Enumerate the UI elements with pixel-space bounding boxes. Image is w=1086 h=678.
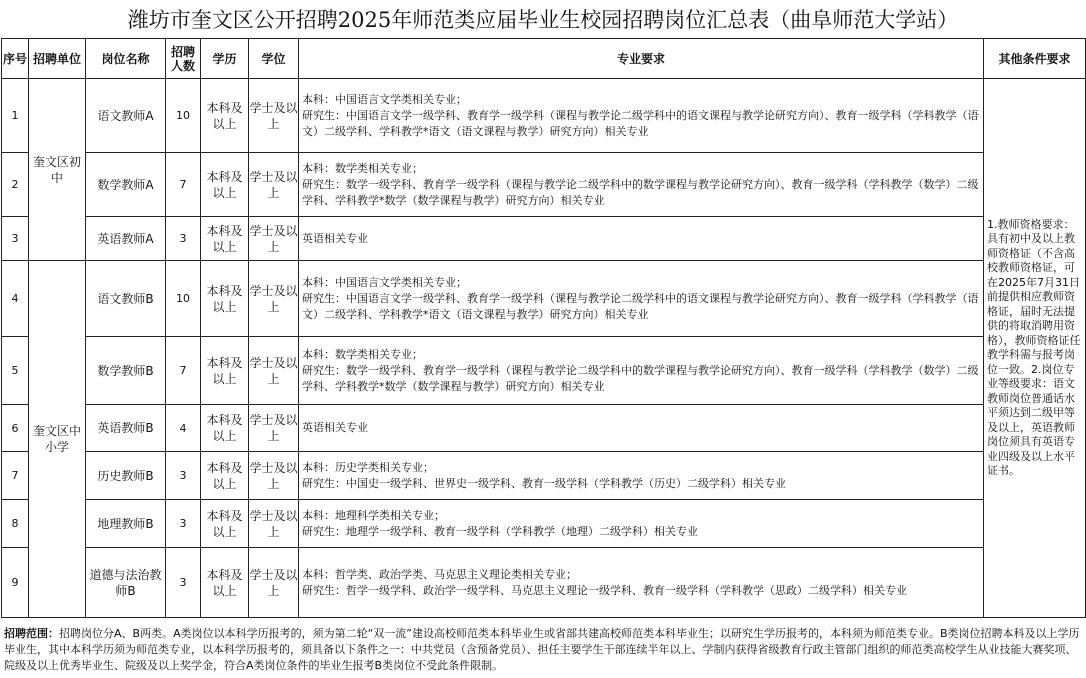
position-cell: 英语教师B [86,405,166,452]
count-cell: 3 [166,217,201,261]
major-cell [299,452,984,500]
position-cell: 英语教师A [86,217,166,261]
major-line: 研究生：中国语言文学一级学科、教育学一级学科（课程与教学论二级学科中的语文课程与教学论研究方向）、教育一级学科（学科教学（语文）二级学科、学科教学*语文（语文课程与教学）研究方向）相关专业 [302,291,979,321]
count-cell: 7 [166,153,201,217]
position-cell: 历史教师B [86,452,166,500]
table-row [2,405,1086,452]
count-cell: 10 [166,79,201,153]
unit-cell: 奎文区中小学 [29,261,86,618]
table-row [2,79,1086,153]
table-row [2,217,1086,261]
header-position: 岗位名称 [86,39,166,79]
header-other: 其他条件要求 [984,39,1086,79]
major-line: 研究生：中国史一级学科、世界史一级学科、教育一级学科（学科教学（历史）二级学科）相关专业 [302,476,786,490]
major-line: 英语相关专业 [302,231,368,245]
table-row [2,452,1086,500]
degree-cell: 学士及以上 [249,548,299,618]
major-cell [299,217,984,261]
major-line: 研究生：数学一级学科、教育学一级学科（课程与教学论二级学科中的数学课程与教学论研究方向）、教育一级学科（学科教学（数学）二级学科、学科教学*数学（数学课程与教学）研究方向）相关专业 [302,177,979,207]
major-line: 本科：数学类相关专业； [302,161,423,175]
major-line: 研究生：哲学一级学科、政治学一级学科、马克思主义理论一级学科、教育一级学科（学科教学（思政）二级学科）相关专业 [302,583,907,597]
major-line: 本科：地理科学类相关专业； [302,508,445,522]
table-row [2,337,1086,405]
page-title: 潍坊市奎文区公开招聘2025年师范类应届毕业生校园招聘岗位汇总表（曲阜师范大学站） [127,8,959,32]
count-cell: 3 [166,452,201,500]
table-row [2,548,1086,618]
row-no: 6 [2,405,29,452]
major-line: 研究生：数学一级学科、教育学一级学科（课程与教学论二级学科中的数学课程与教学论研究方向）、教育一级学科（学科教学（数学）二级学科、学科教学*数学（数学课程与教学）研究方向）相关专业 [302,363,979,393]
row-no: 3 [2,217,29,261]
recruitment-scope-note [4,626,1082,674]
note-text: 招聘岗位分A、B两类。A类岗位以本科学历报考的，须为第二轮“双一流”建设高校师范类本科毕业生或省部共建高校师范类本科毕业生；以研究生学历报考的，本科须为师范类专业。B类岗位招聘本科及以上学历毕业生，其中本科学历须为师范类专业，以本科学历报考的，须具备以下条件之一：中共党员（含预备党员）、担任主要学生干部连续半年以上、学制内获得省级教育行政主管部门组织的师范类高校学生从业技能大赛奖项、院级及以上优秀毕业生、院级及以上奖学金，符合A类岗位条件的毕业生报考B类岗位不受此条件限制。 [4,627,1080,672]
degree-cell: 学士及以上 [249,337,299,405]
degree-cell: 学士及以上 [249,79,299,153]
major-cell [299,153,984,217]
row-no: 7 [2,452,29,500]
major-cell [299,548,984,618]
count-cell: 7 [166,337,201,405]
major-cell [299,261,984,337]
positions-table [1,38,1086,618]
row-no: 4 [2,261,29,337]
major-line: 本科：数学类相关专业； [302,347,423,361]
degree-cell: 学士及以上 [249,452,299,500]
major-cell [299,337,984,405]
position-cell: 语文教师A [86,79,166,153]
position-cell: 语文教师B [86,261,166,337]
row-no: 8 [2,500,29,548]
degree-cell: 学士及以上 [249,261,299,337]
major-line: 本科：中国语言文学类相关专业； [302,275,467,289]
header-row [2,39,1086,79]
table-row [2,500,1086,548]
header-degree: 学位 [249,39,299,79]
position-cell: 数学教师B [86,337,166,405]
edu-cell: 本科及以上 [201,452,249,500]
header-no: 序号 [2,39,29,79]
position-cell: 数学教师A [86,153,166,217]
row-no: 5 [2,337,29,405]
major-line: 研究生：中国语言文学一级学科、教育学一级学科（课程与教学论二级学科中的语文课程与教学论研究方向）、教育一级学科（学科教学（语文）二级学科、学科教学*语文（语文课程与教学）研究方向）相关专业 [302,108,979,138]
edu-cell: 本科及以上 [201,217,249,261]
position-cell: 地理教师B [86,500,166,548]
note-label: 招聘范围： [4,627,59,640]
edu-cell: 本科及以上 [201,261,249,337]
count-cell: 3 [166,548,201,618]
major-line: 英语相关专业 [302,421,368,434]
table-row [2,153,1086,217]
major-line: 本科：历史学类相关专业； [302,460,434,474]
count-cell: 10 [166,261,201,337]
degree-cell: 学士及以上 [249,217,299,261]
major-cell [299,500,984,548]
row-no: 2 [2,153,29,217]
major-line: 本科：中国语言文学类相关专业； [302,92,467,106]
position-cell: 道德与法治教师B [86,548,166,618]
count-cell: 3 [166,500,201,548]
edu-cell: 本科及以上 [201,337,249,405]
major-line: 研究生：地理学一级学科、教育一级学科（学科教学（地理）二级学科）相关专业 [302,524,698,538]
major-cell [299,79,984,153]
row-no: 1 [2,79,29,153]
other-requirements-cell: 1.教师资格要求：具有初中及以上教师资格证（不含高校教师资格证，可在2025年7月31日前提供相应教师资格证，届时无法提供的将取消聘用资格），教师资格证任教学科需与报考岗位一致。2.岗位专业等级要求：语文教师岗位普通话水平须达到二级甲等及以上，英语教师岗位须具有英语专业四级及以上水平证书。 [984,79,1086,618]
edu-cell: 本科及以上 [201,405,249,452]
header-unit: 招聘单位 [29,39,86,79]
degree-cell: 学士及以上 [249,153,299,217]
header-edu: 学历 [201,39,249,79]
edu-cell: 本科及以上 [201,79,249,153]
edu-cell: 本科及以上 [201,153,249,217]
edu-cell: 本科及以上 [201,500,249,548]
row-no: 9 [2,548,29,618]
count-cell: 4 [166,405,201,452]
table-row [2,261,1086,337]
header-major: 专业要求 [299,39,984,79]
header-count: 招聘人数 [166,39,201,79]
unit-cell: 奎文区初中 [29,79,86,261]
major-cell [299,405,984,452]
degree-cell: 学士及以上 [249,405,299,452]
edu-cell: 本科及以上 [201,548,249,618]
degree-cell: 学士及以上 [249,500,299,548]
major-line: 本科：哲学类、政治学类、马克思主义理论类相关专业； [302,567,577,581]
